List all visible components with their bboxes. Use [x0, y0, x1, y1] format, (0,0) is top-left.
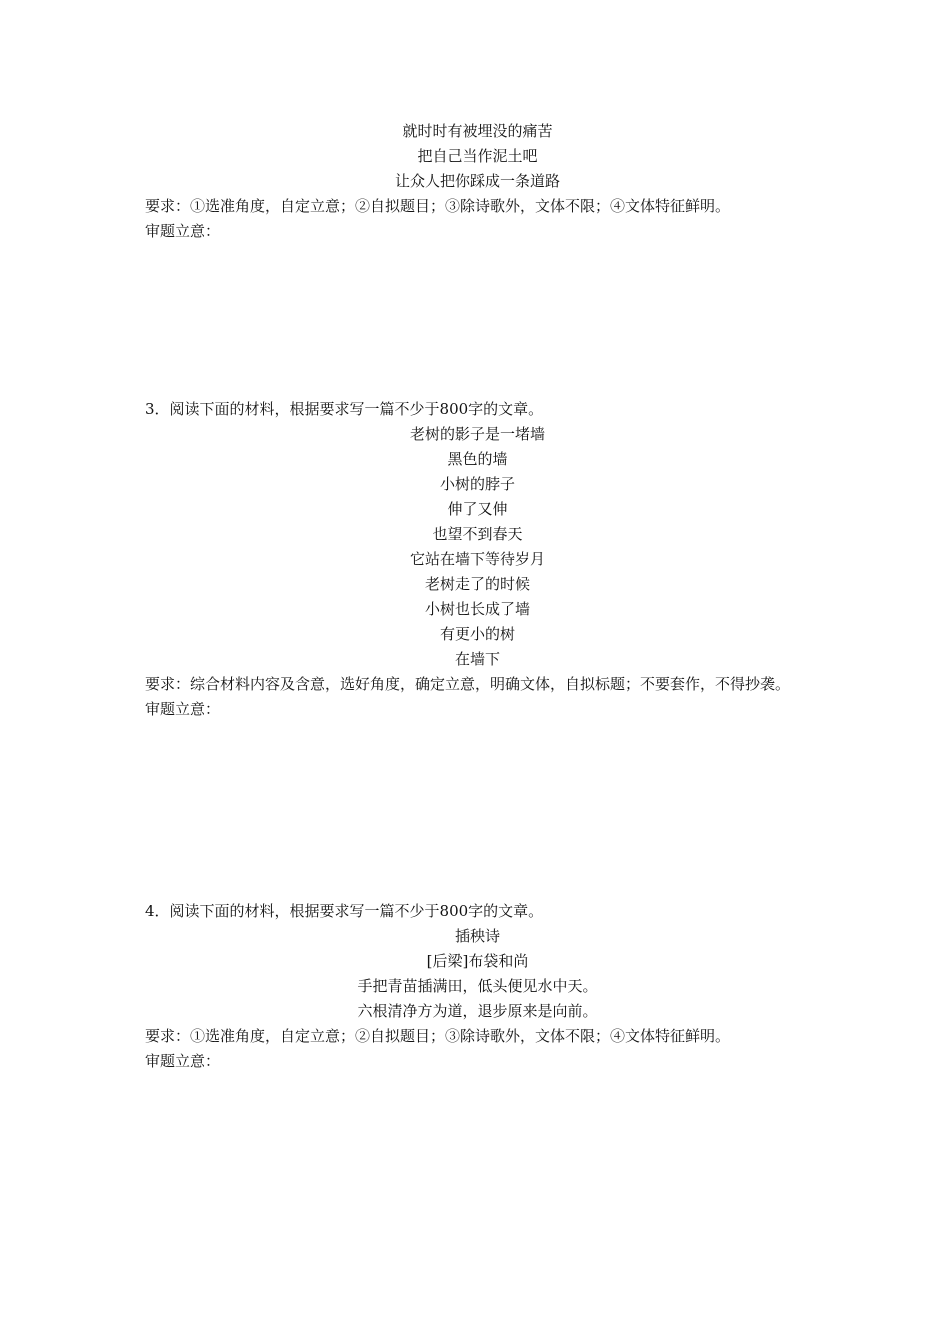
poem-line: 六根清净方为道，退步原来是向前。	[357, 1002, 598, 1020]
poem-line: 在墙下	[454, 650, 500, 668]
question-heading: 4．阅读下面的材料，根据要求写一篇不少于800字的文章。	[145, 902, 544, 920]
poem-line: 让众人把你踩成一条道路	[394, 172, 560, 190]
poem-line: 小树也长成了墙	[424, 600, 530, 618]
section-4	[145, 899, 810, 1074]
poem-line: 伸了又伸	[447, 500, 508, 518]
requirement-text: 要求：①选准角度，自定立意；②自拟题目；③除诗歌外，文体不限；④文体特征鲜明。	[145, 1027, 731, 1045]
poem-line: 把自己当作泥土吧	[417, 147, 538, 165]
poem-line: 小树的脖子	[439, 475, 515, 493]
poem-line: 老树的影子是一堵墙	[409, 425, 545, 443]
section-3	[145, 397, 810, 722]
poem-line: 有更小的树	[439, 625, 515, 643]
poem-line: 它站在墙下等待岁月	[409, 550, 545, 568]
poem-author: [后梁]布袋和尚	[426, 952, 529, 970]
poem-line: 手把青苗插满田，低头便见水中天。	[357, 977, 598, 995]
poem-line: 黑色的墙	[447, 450, 508, 468]
requirement-text: 要求：①选准角度，自定立意；②自拟题目；③除诗歌外，文体不限；④文体特征鲜明。	[145, 197, 731, 215]
requirement-text: 要求：综合材料内容及含意，选好角度，确定立意，明确文体，自拟标题；不要套作，不得抄袭。	[145, 675, 791, 693]
poem-title: 插秧诗	[454, 927, 500, 945]
poem-line: 老树走了的时候	[424, 575, 530, 593]
analysis-label: 审题立意：	[145, 222, 221, 240]
poem-line: 就时时有被埋没的痛苦	[402, 122, 553, 140]
section-2	[145, 119, 810, 244]
analysis-label: 审题立意：	[145, 1052, 221, 1070]
question-heading: 3．阅读下面的材料，根据要求写一篇不少于800字的文章。	[145, 400, 544, 418]
poem-line: 也望不到春天	[432, 525, 523, 543]
analysis-label: 审题立意：	[145, 700, 221, 718]
